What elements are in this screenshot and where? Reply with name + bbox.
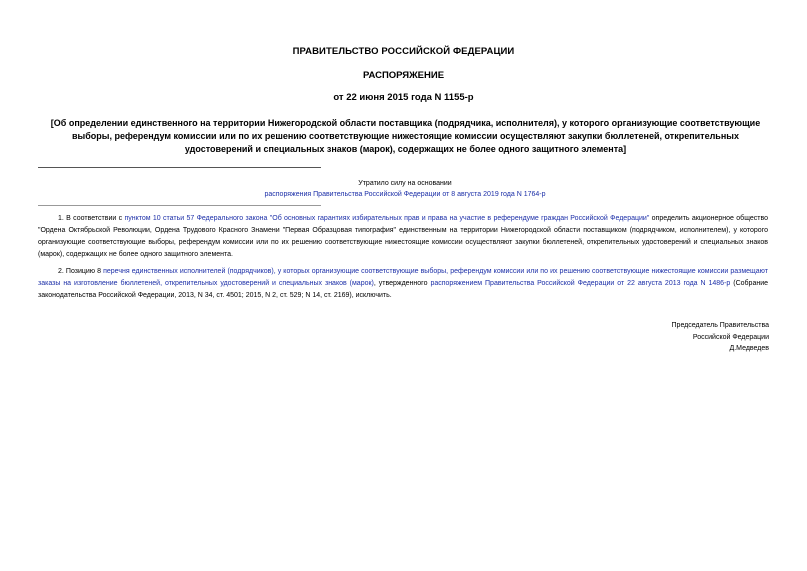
signature-position: Председатель Правительства [671,322,769,329]
signature-country: Российской Федерации [692,333,769,341]
paragraph-2-prefix: 2. Позицию 8 [58,268,104,275]
paragraph-1-text: определить акционерное общество "Ордена Октябрьской Революции, Ордена Трудового Красного Знамени "Первая Образцовая типография" единственным на территории Нижегородской области поставщиком (подрядчиком, исполнителем), у которого организующие соответствующие выборы, референдум комиссии или по их решению соответствующие нижестоящие комиссии осуществляют закупки бюллетеней, открепительных удостоверений и специальных знаков (марок), содержащих не более одного защитного элемента. [38,215,769,258]
divider-bottom [38,205,321,206]
paragraph-2-text: (Собрание законодательства Российской Федерации, 2013, N 34, ст. 4501; 2015, N 2, ст. 529; N 14, ст. 2169), исключить. [38,280,769,299]
paragraph-2 [38,266,768,302]
document-date-number: от 22 июня 2015 года N 1155-р [333,92,474,103]
lost-force-label: Утратило силу на основании [358,180,452,187]
signature-block [519,320,769,355]
paragraph-2-middle: , утвержденного [373,280,431,287]
federal-law-link[interactable]: пунктом 10 статьи 57 Федерального закона "Об основных гарантиях избирательных прав и права на участие в референдуме граждан Российской Федерации" [124,215,650,222]
government-heading: ПРАВИТЕЛЬСТВО РОССИЙСКОЙ ФЕДЕРАЦИИ [292,46,515,57]
document-type-heading: РАСПОРЯЖЕНИЕ [362,70,445,81]
signature-name: Д.Медведев [729,345,769,352]
paragraph-1 [38,213,768,261]
lost-force-link[interactable]: распоряжения Правительства Российской Федерации от 8 августа 2019 года N 1764-р [264,191,546,198]
contractors-list-link[interactable]: перечня единственных исполнителей (подрядчиков), у которых организующие соответствующие выборы, референдум комиссии или по их решению соответствующие нижестоящие комиссии размещают заказы на изготовление бюллетеней, открепительных удостоверений и специальных знаков (марок) [38,268,768,287]
order-1486-link[interactable]: распоряжением Правительства Российской Федерации от 22 августа 2013 года N 1486-р [430,280,731,287]
divider-top [38,167,321,168]
document-title: [Об определении единственного на территории Нижегородской области поставщика (подрядчика, исполнителя), у которого организующие соответствующие выборы, референдум комиссии или по их решению соответствующие нижестоящие комиссии осуществляют закупки бюллетеней, открепительных удостоверений и специальных знаков (марок), содержащих не более одного защитного элемента] [50,118,761,154]
paragraph-1-prefix: 1. В соответствии с [58,215,125,222]
